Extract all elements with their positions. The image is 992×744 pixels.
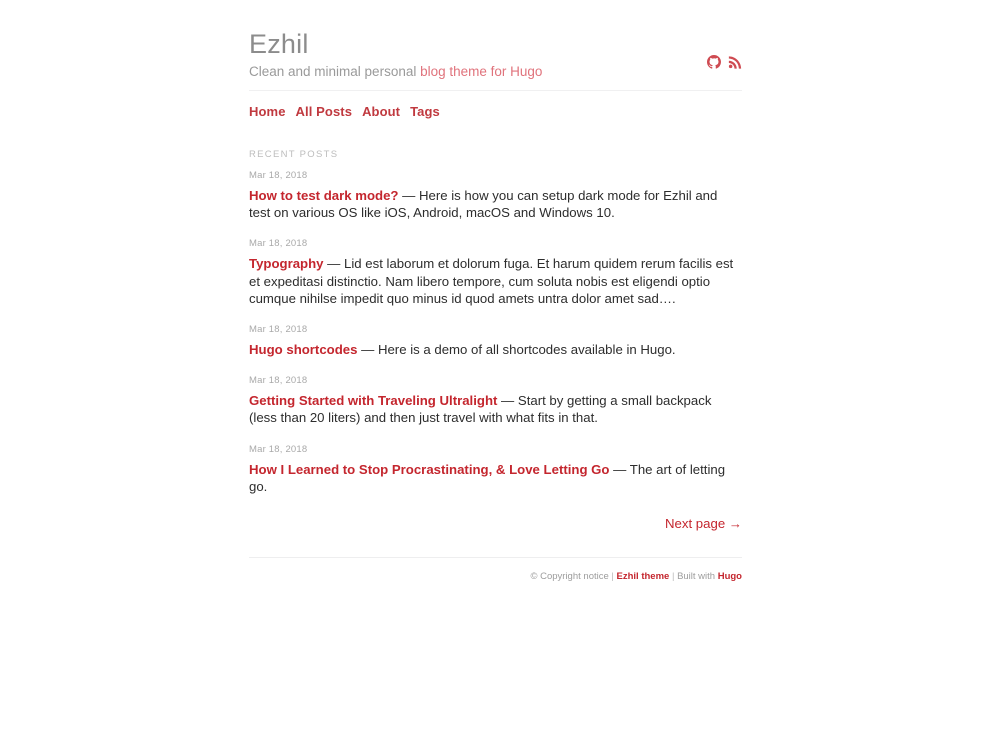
post-date: Mar 18, 2018 — [249, 238, 308, 250]
social-links — [707, 55, 742, 69]
post-date: Mar 18, 2018 — [249, 375, 308, 387]
post-line — [249, 341, 742, 358]
post-title-link[interactable]: Typography — [249, 256, 324, 272]
footer-generator-link[interactable]: Hugo — [717, 571, 742, 583]
post-summary: Here is a demo of all shortcodes available in Hugo. — [377, 342, 676, 358]
post-item — [249, 375, 742, 426]
post-title-link[interactable]: How I Learned to Stop Procrastinating, & Love Letting Go — [249, 461, 610, 477]
post-line — [249, 461, 742, 495]
next-page-link[interactable]: Next page → — [665, 516, 742, 532]
post-date: Mar 18, 2018 — [249, 170, 308, 181]
post-date: Mar 18, 2018 — [249, 324, 308, 336]
post-summary: Start by getting a small backpack (less than 20 liters) and then just travel with what fits in that. — [249, 393, 712, 426]
post-date: Mar 18, 2018 — [249, 443, 308, 455]
post-dash: — — [398, 188, 419, 203]
post-line — [249, 255, 742, 307]
footer-copyright: © Copyright notice — [530, 571, 609, 583]
github-icon[interactable] — [707, 55, 721, 69]
post-item — [249, 324, 742, 358]
nav-item-tags[interactable]: Tags — [410, 104, 440, 119]
site-title: Ezhil — [249, 29, 309, 59]
post-title-link[interactable]: How to test dark mode? — [249, 188, 399, 203]
post-dash: — — [497, 393, 518, 409]
nav-item-about[interactable]: About — [362, 104, 401, 119]
footer-theme-link[interactable]: Ezhil theme — [616, 571, 670, 583]
post-dash: — — [323, 256, 345, 272]
site-tagline-link[interactable]: blog theme for Hugo — [420, 64, 543, 79]
nav-item-all-posts[interactable]: All Posts — [295, 104, 353, 119]
site-nav — [249, 91, 742, 132]
content-container — [249, 0, 742, 583]
footer-separator: | — [669, 571, 678, 583]
post-dash: — — [357, 342, 378, 358]
post-item — [249, 170, 742, 221]
pagination — [249, 515, 742, 533]
site-tagline — [249, 63, 742, 81]
rss-icon[interactable] — [728, 55, 742, 69]
post-summary: Here is how you can setup dark mode for Ezhil and test on various OS like iOS, Android, macOS and Windows 10. — [249, 188, 718, 221]
post-list — [249, 170, 742, 495]
post-summary: The art of letting go. — [249, 461, 726, 494]
post-line — [249, 392, 742, 426]
post-item — [249, 444, 742, 495]
site-tagline-text: Clean and minimal personal — [249, 64, 421, 79]
post-item — [249, 238, 742, 307]
site-header — [249, 0, 742, 91]
site-footer — [249, 557, 742, 583]
nav-item-home[interactable]: Home — [249, 104, 286, 119]
footer-built-with-text: Built with — [677, 571, 718, 583]
footer-separator: | — [608, 571, 617, 583]
post-dash: — — [609, 461, 630, 477]
post-line — [249, 187, 742, 221]
post-title-link[interactable]: Getting Started with Traveling Ultralight — [249, 393, 498, 409]
post-title-link[interactable]: Hugo shortcodes — [249, 342, 358, 358]
post-summary: Lid est laborum et dolorum fuga. Et harum quidem rerum facilis est et expeditasi distinctio. Nam libero tempore, cum soluta nobis est eligendi optio cumque nihilse impedit quo minus id quod amets untra dolor amet sad…. — [249, 256, 734, 306]
main-content — [249, 149, 742, 533]
section-label-recent-posts: RECENT POSTS — [249, 149, 339, 160]
